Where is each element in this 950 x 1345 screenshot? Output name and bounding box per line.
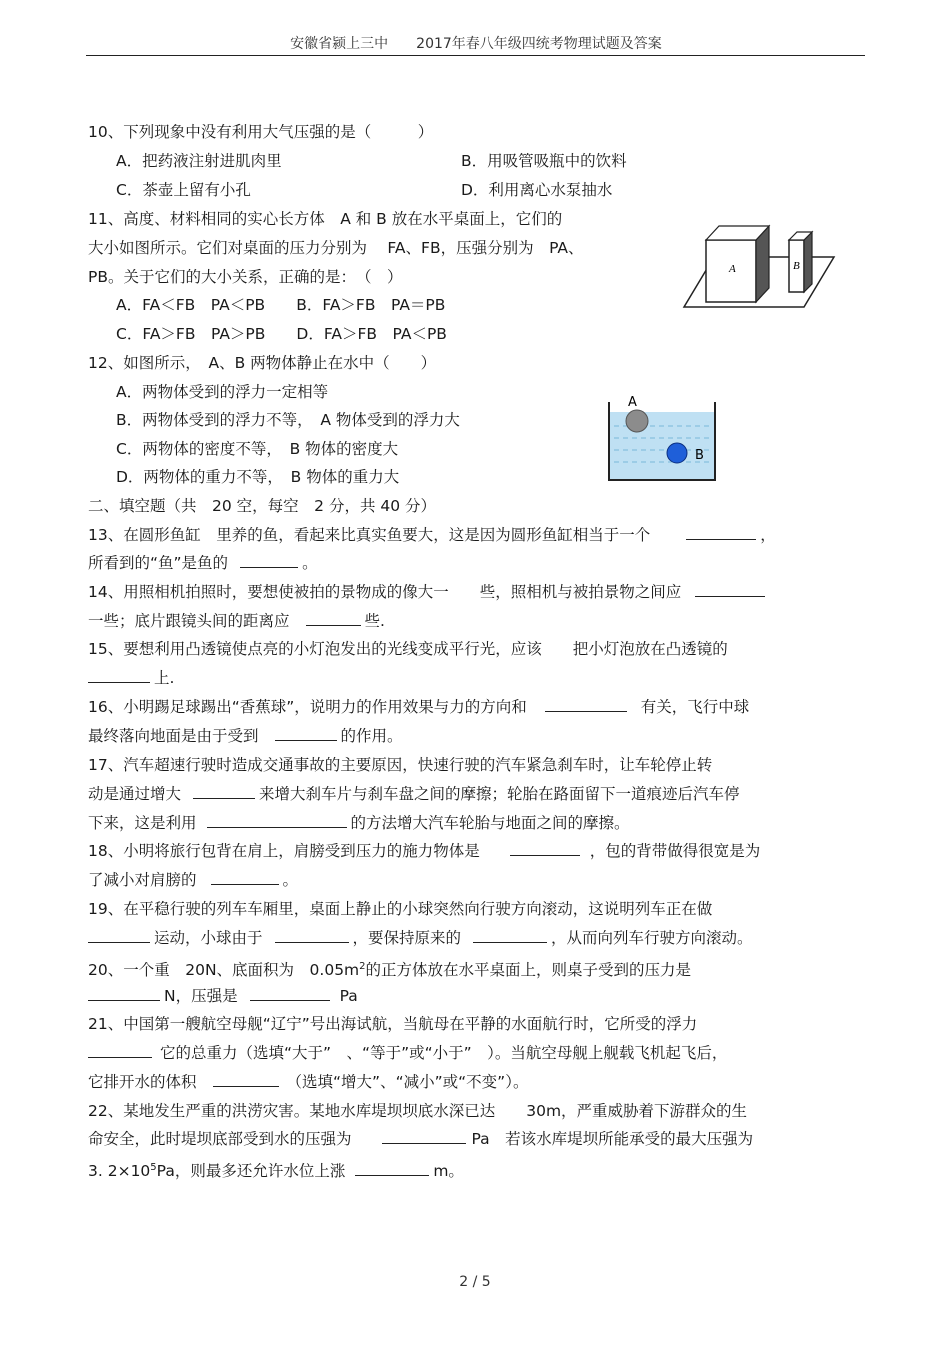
q18-line1: 18、小明将旅行包背在肩上，肩膀受到压力的施力物体是 ，包的背带做得很宽是为 xyxy=(88,842,761,860)
q17-line2: 动是通过增大 来增大刹车片与刹车盘之间的摩擦；轮胎在路面留下一道痕迹后汽车停 xyxy=(88,785,740,803)
ball-a xyxy=(626,410,648,432)
q14-line1: 14、用照相机拍照时，要想使被拍的景物成的像大一 些，照相机与被拍景物之间应 xyxy=(88,581,769,603)
q10-option-b: B．用吸管吸瓶中的饮料 xyxy=(461,152,627,170)
q21-blank1 xyxy=(88,1042,152,1058)
q15-blank xyxy=(88,667,150,683)
q15-line2: 上. xyxy=(88,667,174,689)
q16-blank2 xyxy=(275,725,337,741)
q10-option-a: A．把药液注射进肌肉里 xyxy=(116,152,282,170)
q22-superscript: 5 xyxy=(150,1162,157,1173)
q12-stem: 12、如图所示， A、B 两物体静止在水中（ ） xyxy=(88,354,437,372)
q10-options-cd xyxy=(116,179,613,201)
q17-line1: 17、汽车超速行驶时造成交通事故的主要原因，快速行驶的汽车紧急刹车时，让车轮停止转 xyxy=(88,756,713,774)
q12-option-d: D．两物体的重力不等， B 物体的重力大 xyxy=(116,468,400,486)
q12-option-a: A．两物体受到的浮力一定相等 xyxy=(116,383,329,401)
q13-line1: 13、在圆形鱼缸 里养的鱼，看起来比真实鱼要大，这是因为圆形鱼缸相当于一个 ， xyxy=(88,526,776,544)
q21-line3: 它排开水的体积 （选填“增大”、“减小”或“不变”）。 xyxy=(88,1073,529,1091)
q10-stem: 10、下列现象中没有利用大气压强的是（ ） xyxy=(88,123,434,141)
page-number: 2 / 5 xyxy=(459,1274,491,1290)
q11-blocks-figure xyxy=(674,212,844,312)
q10-option-c: C．茶壶上留有小孔 xyxy=(116,181,251,199)
q19-blank1 xyxy=(88,927,150,943)
q11-line3: PB。关于它们的大小关系，正确的是： （ ） xyxy=(88,268,403,286)
q14-blank1 xyxy=(695,581,765,597)
q17-blank2 xyxy=(207,812,347,828)
q21-line2: 它的总重力（选填“大于” 、“等于”或“小于” ）。当航空母舰上舰载飞机起飞后， xyxy=(88,1042,727,1064)
q11-line1: 11、高度、材料相同的实心长方体 A 和 B 放在水平桌面上，它们的 xyxy=(88,210,563,228)
q22-line2: 命安全，此时堤坝底部受到水的压强为 Pa 若该水库堤坝所能承受的最大压强为 xyxy=(88,1130,754,1148)
block-b-side xyxy=(804,232,812,292)
q14-line2: 一些；底片跟镜头间的距离应 些. xyxy=(88,612,385,630)
q20-line2: N，压强是 Pa xyxy=(88,985,358,1007)
q16-line2: 最终落向地面是由于受到 的作用。 xyxy=(88,727,403,745)
q17-blank1 xyxy=(193,783,255,799)
q15-line1: 15、要想利用凸透镜使点亮的小灯泡发出的光线变成平行光，应该 把小灯泡放在凸透镜的 xyxy=(88,640,728,658)
q13-blank2 xyxy=(240,552,298,568)
header-school: 安徽省颍上三中 xyxy=(290,36,389,52)
q20-blank1 xyxy=(88,985,160,1001)
header-rule xyxy=(86,55,865,56)
block-b-label: B xyxy=(793,260,800,272)
q16-line1: 16、小明踢足球踢出“香蕉球”，说明力的作用效果与力的方向和 有关，飞行中球 xyxy=(88,698,750,716)
ball-a-label: A xyxy=(628,395,637,410)
ball-b xyxy=(667,443,687,463)
q18-line2: 了减小对肩膀的 。 xyxy=(88,871,299,889)
q19-line1: 19、在平稳行驶的列车车厢里，桌面上静止的小球突然向行驶方向滚动，这说明列车正在做 xyxy=(88,900,713,918)
q20-superscript: 2 xyxy=(359,961,366,972)
q22-blank2 xyxy=(355,1160,429,1176)
q11-options-cd: C．FA＞FB PA＞PB D．FA＞FB PA＜PB xyxy=(116,325,447,343)
q22-line3: 3. $2\times 10^5Pa$，则最多还允许水位上涨 m。 xyxy=(88,1162,464,1181)
q22-blank1 xyxy=(382,1128,466,1144)
q13-blank1 xyxy=(686,524,756,540)
water xyxy=(609,412,715,480)
q18-blank2 xyxy=(211,869,279,885)
q12-beaker-figure xyxy=(600,392,724,484)
q20-blank2 xyxy=(250,985,330,1001)
q12-option-c: C．两物体的密度不等， B 物体的密度大 xyxy=(116,440,399,458)
q22-line1: 22、某地发生严重的洪涝灾害。某地水库堤坝坝底水深已达 30m，严重威胁着下游群众的生 xyxy=(88,1102,748,1120)
q19-blank3 xyxy=(473,927,547,943)
q13-line2: 所看到的“鱼”是鱼的 。 xyxy=(88,554,318,572)
header-title: 2017年春八年级四统考物理试题及答案 xyxy=(416,36,662,52)
block-a-label: A xyxy=(729,263,736,275)
q21-blank2 xyxy=(213,1071,279,1087)
q19-line2: 运动，小球由于 ，要保持原来的 ，从而向列车行驶方向滚动。 xyxy=(88,927,753,949)
page-header xyxy=(88,33,864,53)
q19-blank2 xyxy=(275,927,349,943)
q11-options-ab: A．FA＜FB PA＜PB B．FA＞FB PA＝PB xyxy=(116,296,446,314)
q10-option-d: D．利用离心水泵抽水 xyxy=(461,181,613,199)
q21-line1: 21、中国第一艘航空母舰“辽宁”号出海试航，当航母在平静的水面航行时，它所受的浮力 xyxy=(88,1015,698,1033)
q12-option-b: B．两物体受到的浮力不等， A 物体受到的浮力大 xyxy=(116,411,460,429)
ball-b-label: B xyxy=(695,448,704,463)
q10-options-ab xyxy=(116,150,627,172)
q16-blank1 xyxy=(545,696,627,712)
q17-line3: 下来，这是利用 的方法增大汽车轮胎与地面之间的摩擦。 xyxy=(88,814,630,832)
q14-blank2 xyxy=(306,610,361,626)
q11-line2: 大小如图所示。它们对桌面的压力分别为 FA、FB，压强分别为 PA、 xyxy=(88,239,584,257)
q20-line1: 20、一个重 20N、底面积为 $0.05m^2$的正方体放在水平桌面上，则桌子受到的压力是 xyxy=(88,961,692,980)
q18-blank1 xyxy=(510,840,580,856)
section2-heading: 二、填空题（共 20 空，每空 2 分，共 40 分） xyxy=(88,497,437,515)
